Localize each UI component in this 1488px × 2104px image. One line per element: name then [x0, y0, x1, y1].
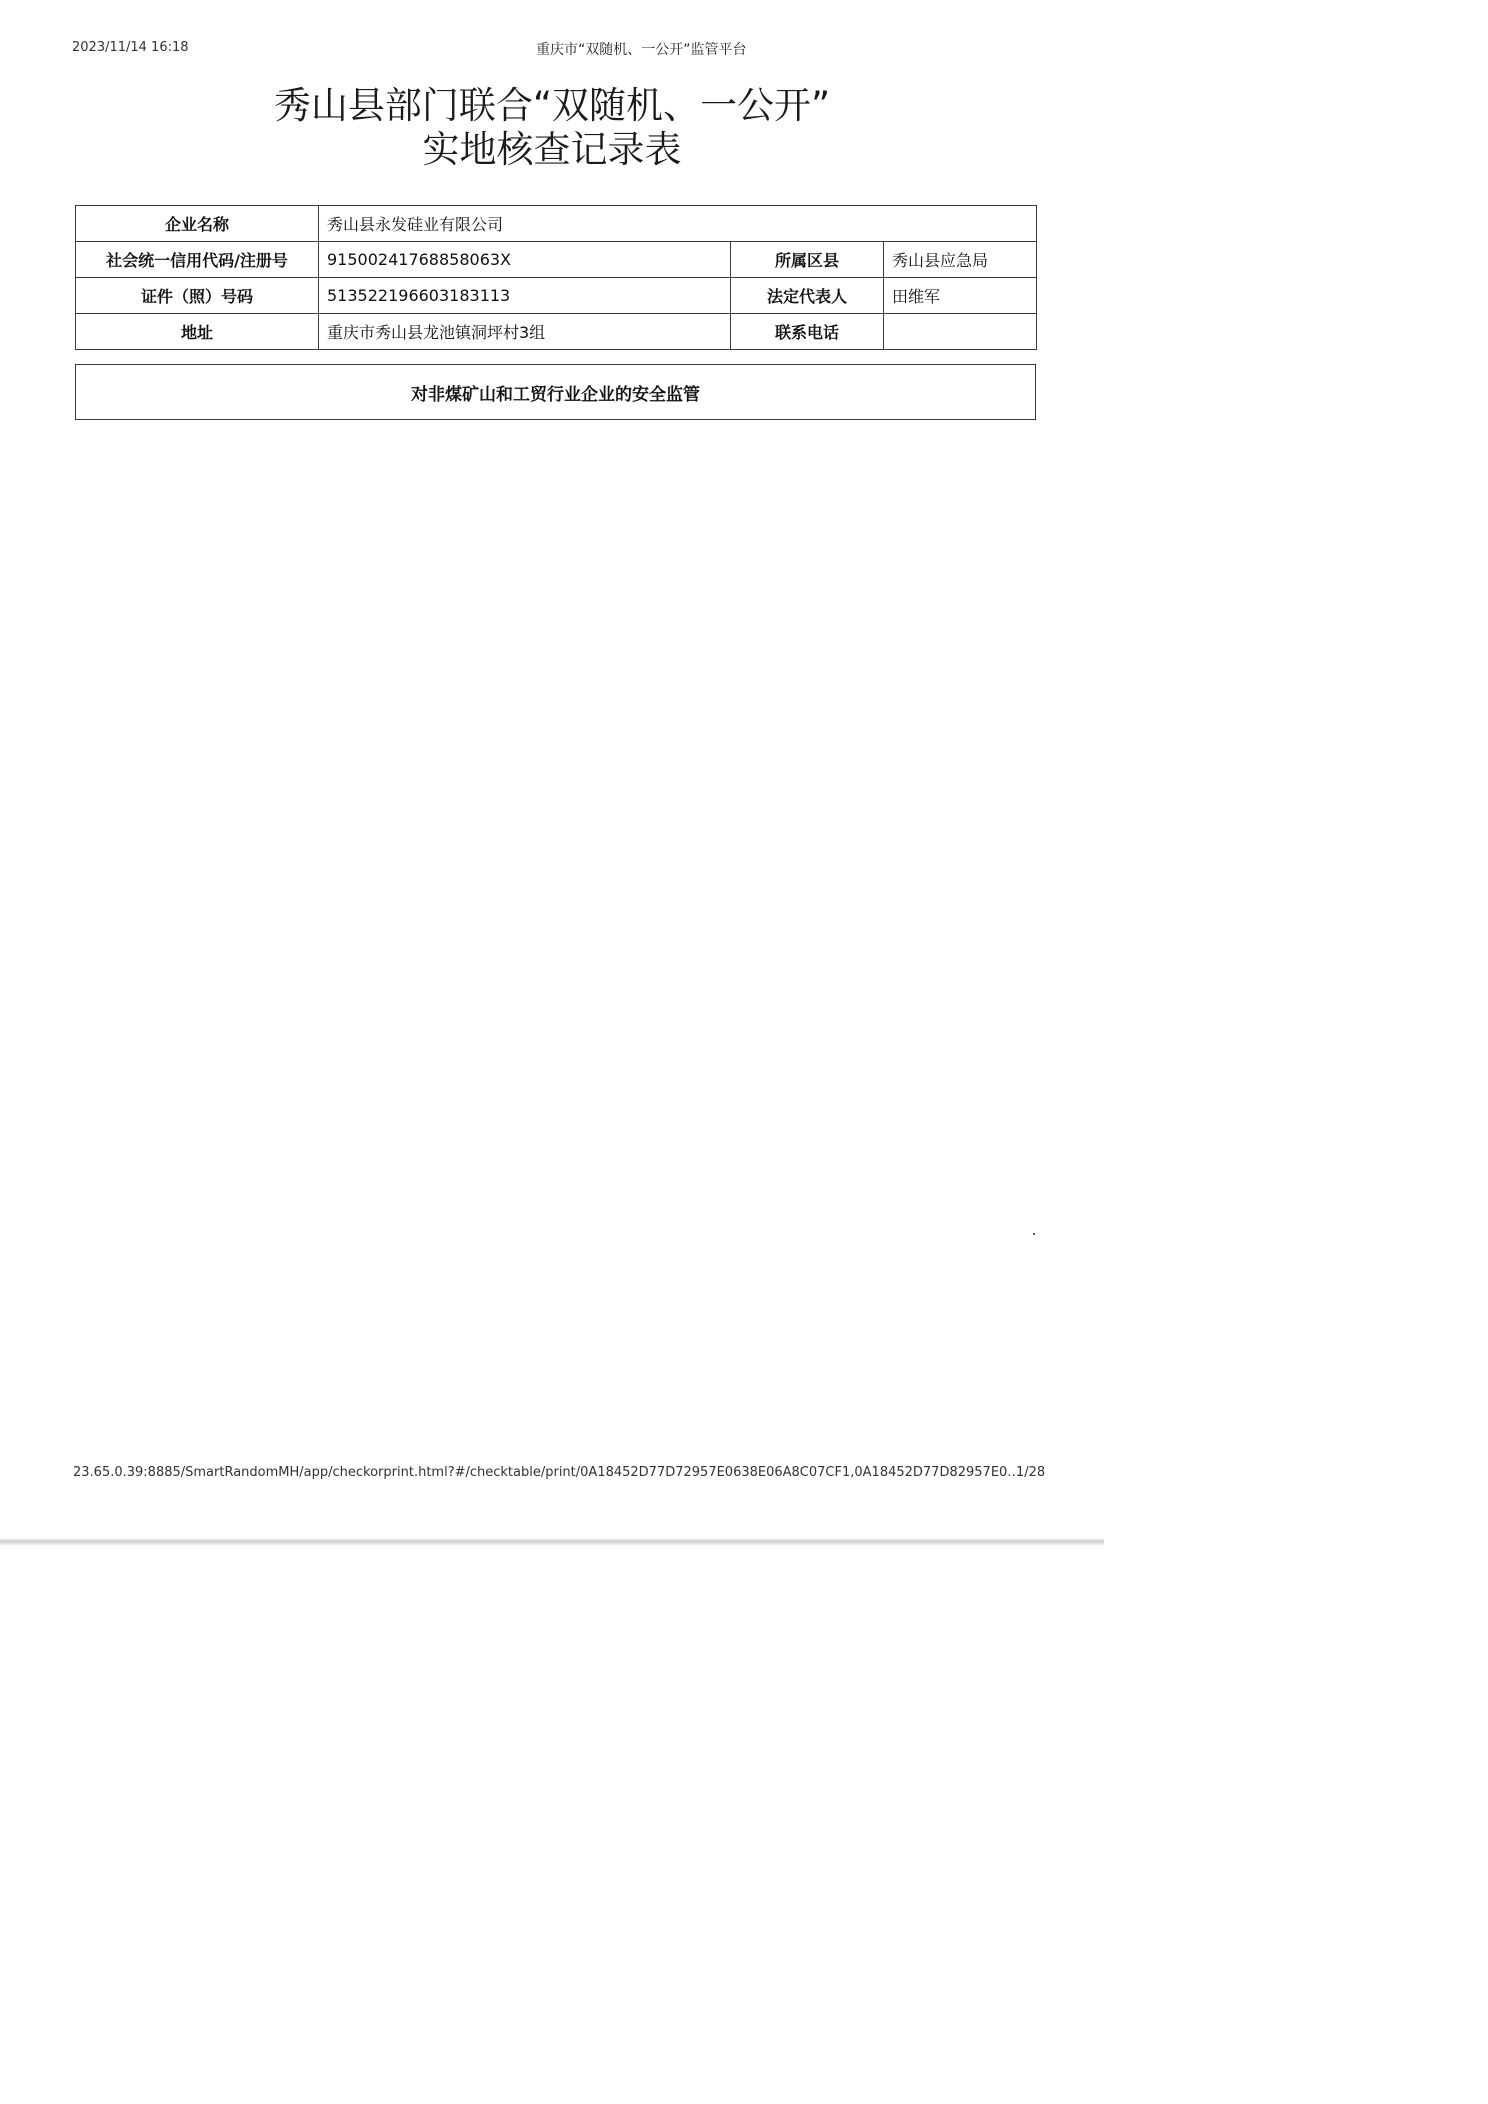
- legal-rep-value: 田维军: [884, 278, 1037, 314]
- id-number-label: 证件（照）号码: [76, 278, 319, 314]
- page-number: 1/28: [1016, 1465, 1046, 1480]
- table-row: [76, 278, 1037, 314]
- platform-name: 重庆市“双随机、一公开”监管平台: [536, 42, 747, 58]
- address-label: 地址: [76, 314, 319, 350]
- inspection-category: 对非煤矿山和工贸行业企业的安全监管: [75, 364, 1036, 420]
- district-value: 秀山县应急局: [884, 242, 1037, 278]
- district-label: 所属区县: [731, 242, 884, 278]
- credit-code-label: 社会统一信用代码/注册号: [76, 242, 319, 278]
- address-value: 重庆市秀山县龙池镇洞坪村3组: [319, 314, 731, 350]
- legal-rep-label: 法定代表人: [731, 278, 884, 314]
- table-row: [76, 314, 1037, 350]
- enterprise-name-label: 企业名称: [76, 206, 319, 242]
- table-row: [76, 206, 1037, 242]
- phone-label: 联系电话: [731, 314, 884, 350]
- print-url: 23.65.0.39:8885/SmartRandomMH/app/checkorprint.html?#/checktable/print/0A18452D77D72957E0638E06A8C07CF1,0A18452D77D82957E0…: [73, 1465, 1021, 1480]
- enterprise-name-value: 秀山县永发硅业有限公司: [319, 206, 1037, 242]
- table-row: [76, 242, 1037, 278]
- print-datetime: 2023/11/14 16:18: [72, 40, 189, 55]
- credit-code-value: 91500241768858063X: [319, 242, 731, 278]
- scan-speck: [1033, 1233, 1035, 1235]
- title-line-1: 秀山县部门联合“双随机、一公开”: [273, 84, 831, 127]
- document-title: [0, 84, 1104, 172]
- title-line-2: 实地核查记录表: [422, 128, 682, 171]
- scan-edge-divider: [0, 1538, 1104, 1546]
- id-number-value: 513522196603183113: [319, 278, 731, 314]
- enterprise-info-table: [75, 205, 1037, 350]
- phone-value: [884, 314, 1037, 350]
